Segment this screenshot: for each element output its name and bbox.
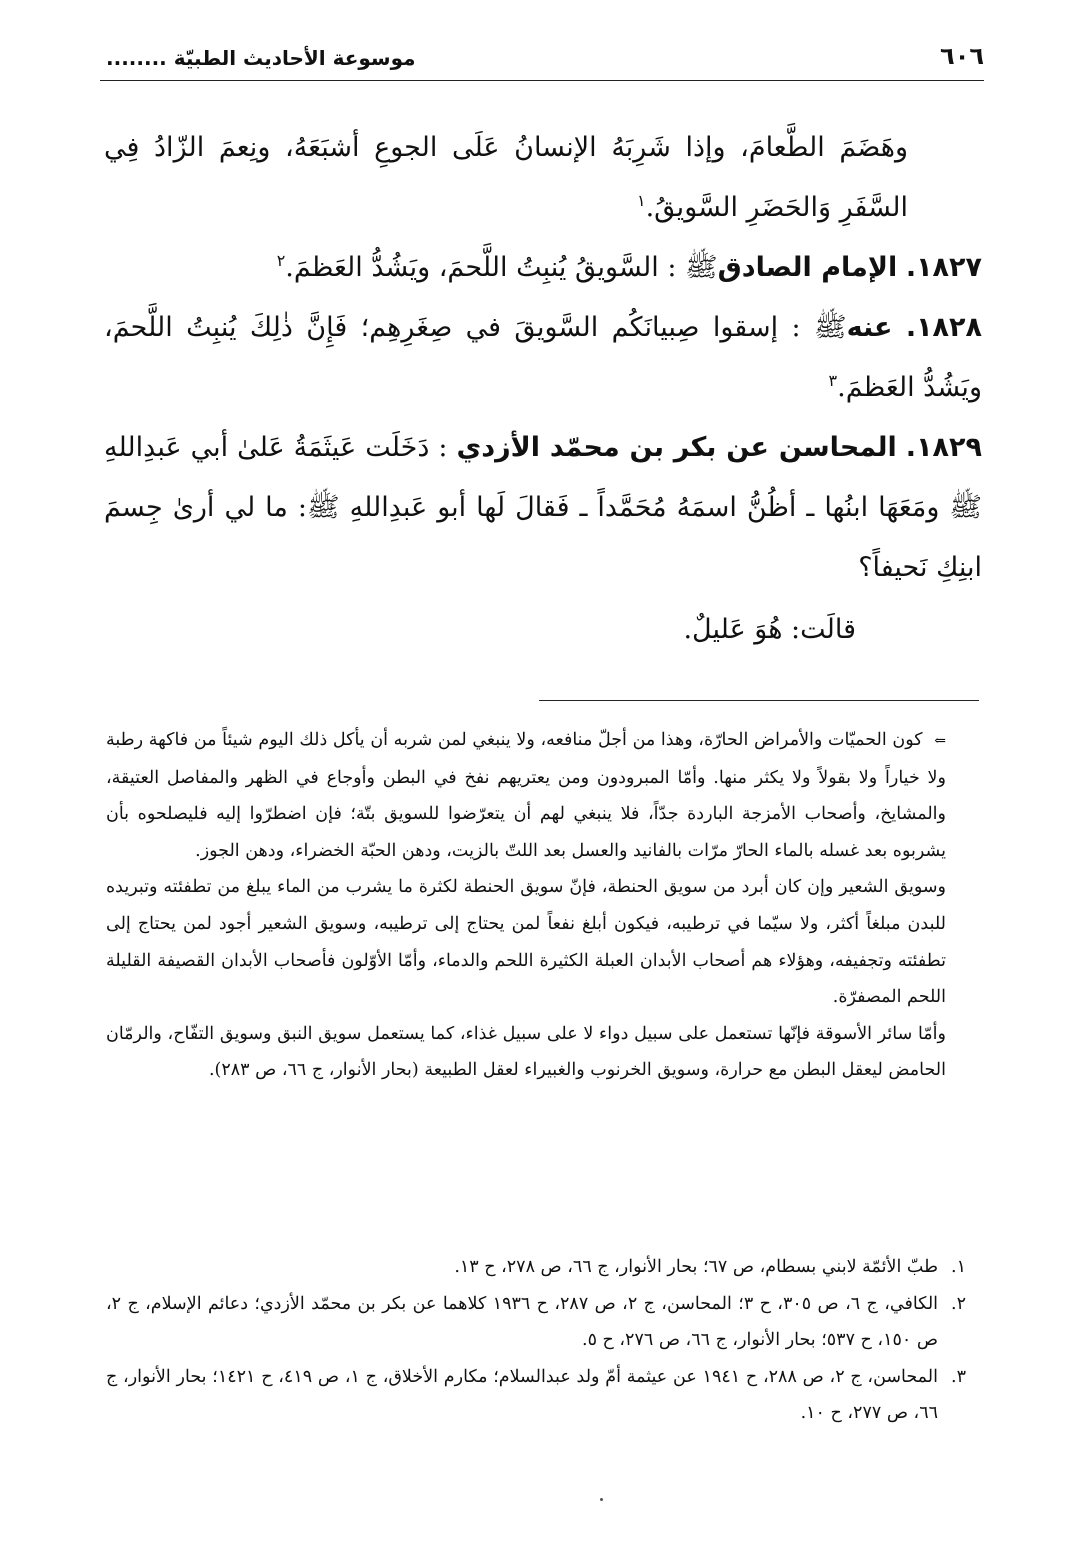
running-title-dots: ........ — [106, 46, 167, 70]
hadith-answer: قالَت: هُوَ عَليلٌ. — [683, 614, 856, 645]
hadith-source: عنه — [846, 312, 893, 343]
footnote-marker: ٣ — [828, 371, 838, 390]
reference-number: ٣. — [951, 1366, 966, 1387]
note-text: كون الحميّات والأمراض الحارّة، وهذا من أجلّ منافعه، ولا ينبغي لمن شربه أن يأكل ذلك اليوم شيئاً من فاكهة رطبة ولا خياراً ولا بقولاً ولا يكثر منها. وأمّا المبرودون ومن يعتريهم نفخ في البطن وأوجاع في الظهر والمفاصل العتيقة، والمشايخ، وأصحاب الأمزجة الباردة جدّاً، فلا ينبغي لهم أن يتعرّضوا للسويق بتّة؛ فإن اضطرّوا إليه فليصلحوه بأن يشربوه بعد غسله بالماء الحارّ مرّات بالفانيد والعسل بعد اللتّ بالزيت، ودهن الحبّة الخضراء، ودهن الجوز. — [106, 730, 946, 861]
commentary-notes — [106, 722, 946, 1089]
reference-item — [106, 1286, 966, 1359]
page-number: ٦٠٦ — [940, 42, 984, 70]
hadith-entry — [104, 418, 982, 598]
hadith-number: ١٨٢٧. — [905, 252, 982, 283]
honorific-glyph: ﷺ — [685, 252, 718, 283]
hadith-text: : دَخَلَت عَيثَمَةُ عَلىٰ أبي عَبدِاللهِ ﷺ ومَعَهَا ابنُها ـ أظُنُّ اسمَهُ مُحَمَّداً ـ فَقالَ لَها أبو عَبدِاللهِ ﷺ: ما لي أرىٰ جِسمَ ابنِكِ نَحيفاً؟ — [104, 432, 982, 583]
hadith-text: : إسقوا صِبيانَكُم السَّويقَ في صِغَرِهِم؛ فَإِنَّ ذٰلِكَ يُنبِتُ اللَّحمَ، ويَشُدُّ العَظمَ. — [104, 312, 982, 403]
hadith-number: ١٨٢٨. — [905, 312, 982, 343]
footnote-separator — [539, 700, 979, 701]
footnote-marker: ٢ — [276, 251, 286, 270]
hadith-entry — [104, 298, 982, 418]
footnote-references — [106, 1249, 966, 1432]
reference-item — [106, 1359, 966, 1432]
hadith-source: الإمام الصادق — [717, 252, 898, 283]
hadith-number: ١٨٢٩. — [905, 432, 982, 463]
reference-text: الكافي، ج ٦، ص ٣٠٥، ح ٣؛ المحاسن، ج ٢، ص ٢٨٧، ح ١٩٣٦ كلاهما عن بكر بن محمّد الأزدي؛ دعائم الإسلام، ج ٢، ص ١٥٠، ح ٥٣٧؛ بحار الأنوار، ج ٦٦، ص ٢٧٦، ح ٥. — [106, 1293, 939, 1351]
note-paragraph: وأمّا سائر الأسوقة فإنّها تستعمل على سبيل دواء لا على سبيل غذاء، كما يستعمل سويق النبق وسويق التفّاح، والرمّان الحامض ليعقل البطن مع حرارة، وسويق الخرنوب والغبيراء لعقل الطبيعة (بحار الأنوار، ج ٦٦، ص ٢٨٣). — [106, 1023, 946, 1081]
reference-number: ٢. — [951, 1293, 966, 1314]
running-title-text: موسوعة الأحاديث الطبيّة — [173, 46, 416, 70]
continuation-text: وهَضَمَ الطَّعامَ، وإذا شَرِبَهُ الإنسانُ عَلَى الجوعِ أشبَعَهُ، ونِعمَ الزّادُ فِي السَّفَرِ وَالحَضَرِ السَّويقُ. — [104, 132, 908, 223]
honorific-glyph: ﷺ — [813, 312, 847, 343]
reference-text: المحاسن، ج ٢، ص ٢٨٨، ح ١٩٤١ عن عيثمة أمّ ولد عبدالسلام؛ مكارم الأخلاق، ج ١، ص ٤١٩، ح ١٤٢١؛ بحار الأنوار، ج ٦٦، ص ٢٧٧، ح ١٠. — [106, 1366, 938, 1424]
hadith-continuation — [104, 118, 982, 238]
note-paragraph — [106, 722, 946, 869]
continuation-arrow-icon: ⇐ — [934, 733, 946, 749]
reference-text: طبّ الأئمّة لابني بسطام، ص ٦٧؛ بحار الأنوار، ج ٦٦، ص ٢٧٨، ح ١٣. — [454, 1257, 938, 1277]
hadith-entry — [104, 238, 982, 298]
print-speck — [600, 1498, 603, 1501]
main-text — [104, 118, 982, 660]
footnote-marker: ١ — [636, 191, 646, 210]
reference-number: ١. — [951, 1257, 966, 1277]
hadith-source: المحاسن عن بكر بن محمّد الأزدي — [456, 432, 897, 463]
reference-item — [106, 1249, 966, 1286]
note-paragraph: وسويق الشعير وإن كان أبرد من سويق الحنطة، فإنّ سويق الحنطة لكثرة ما يشرب من الماء يبلغ من تطفئته وتبريده للبدن مبلغاً أكثر، ولا سيّما في ترطيبه، فيكون أبلغ نفعاً لمن يحتاج إلى ترطيبه، وسويق الشعير أجود لمن يحتاج إلى تطفئته وتجفيفه، وهؤلاء هم أصحاب الأبدان العبلة الكثيرة اللحم والدماء، وأمّا الأوّلون فأصحاب الأبدان القصيفة القليلة اللحم المصفرّة. — [106, 877, 946, 1008]
hadith-text: : السَّويقُ يُنبِتُ اللَّحمَ، ويَشُدُّ العَظمَ. — [285, 252, 677, 283]
running-title — [100, 46, 416, 70]
page-header — [100, 40, 984, 81]
